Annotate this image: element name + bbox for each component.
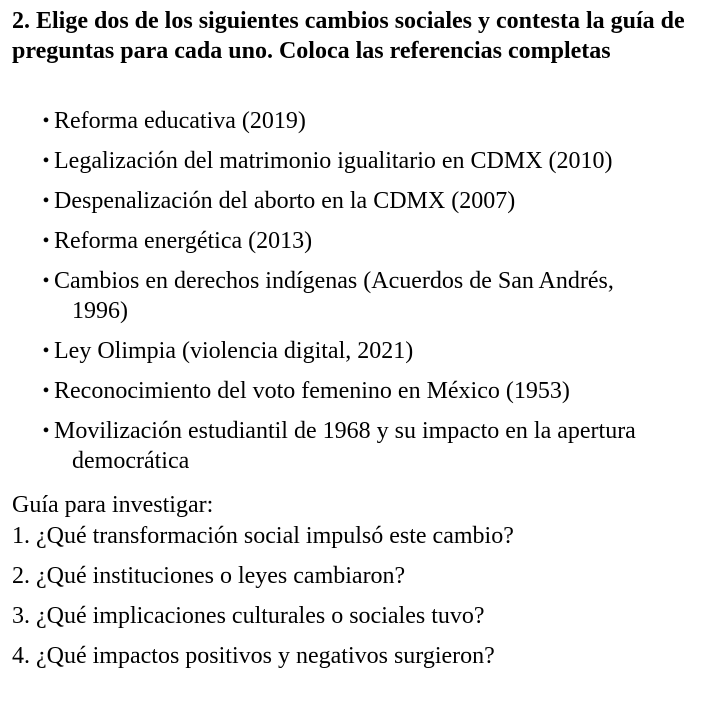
guide-questions-list <box>12 521 514 681</box>
list-item-text: Legalización del matrimonio igualitario en CDMX (2010) <box>54 148 613 174</box>
list-item-text-continuation: 1996) <box>72 298 128 324</box>
list-item-text: Reconocimiento del voto femenino en México (1953) <box>54 378 570 404</box>
bullet-icon: • <box>42 420 50 442</box>
list-item-text: Despenalización del aborto en la CDMX (2007) <box>54 188 516 214</box>
bullet-icon: • <box>42 380 50 402</box>
list-item <box>40 336 710 366</box>
bullet-icon: • <box>42 230 50 252</box>
list-item <box>40 416 710 476</box>
guide-question: 2. ¿Qué instituciones o leyes cambiaron? <box>12 563 406 589</box>
list-item-text: Reforma energética (2013) <box>54 228 313 254</box>
guide-question: 1. ¿Qué transformación social impulsó este cambio? <box>12 523 514 549</box>
list-item-text <box>54 416 710 476</box>
list-item-text: Reforma educativa (2019) <box>54 108 306 134</box>
guide-question: 3. ¿Qué implicaciones culturales o sociales tuvo? <box>12 603 485 629</box>
bullet-icon: • <box>42 190 50 212</box>
bullet-icon: • <box>42 270 50 292</box>
bullet-icon: • <box>42 110 50 132</box>
list-item-text-line: Movilización estudiantil de 1968 y su impacto en la apertura <box>54 418 636 444</box>
list-item <box>40 106 710 136</box>
guide-question: 4. ¿Qué impactos positivos y negativos surgieron? <box>12 643 495 669</box>
list-item-text-line: Cambios en derechos indígenas (Acuerdos de San Andrés, <box>54 268 614 294</box>
assignment-title: 2. Elige dos de los siguientes cambios sociales y contesta la guía de preguntas para cada uno. Coloca las referencias completas <box>12 8 685 64</box>
list-item <box>40 226 710 256</box>
list-item-text <box>54 266 710 326</box>
list-item <box>40 266 710 326</box>
list-item-text: Ley Olimpia (violencia digital, 2021) <box>54 338 414 364</box>
social-changes-list <box>40 106 710 486</box>
guide-heading: Guía para investigar: <box>12 492 214 518</box>
list-item-text-continuation: democrática <box>72 448 190 474</box>
bullet-icon: • <box>42 340 50 362</box>
bullet-icon: • <box>42 150 50 172</box>
list-item <box>40 376 710 406</box>
list-item <box>40 186 710 216</box>
list-item <box>40 146 710 176</box>
